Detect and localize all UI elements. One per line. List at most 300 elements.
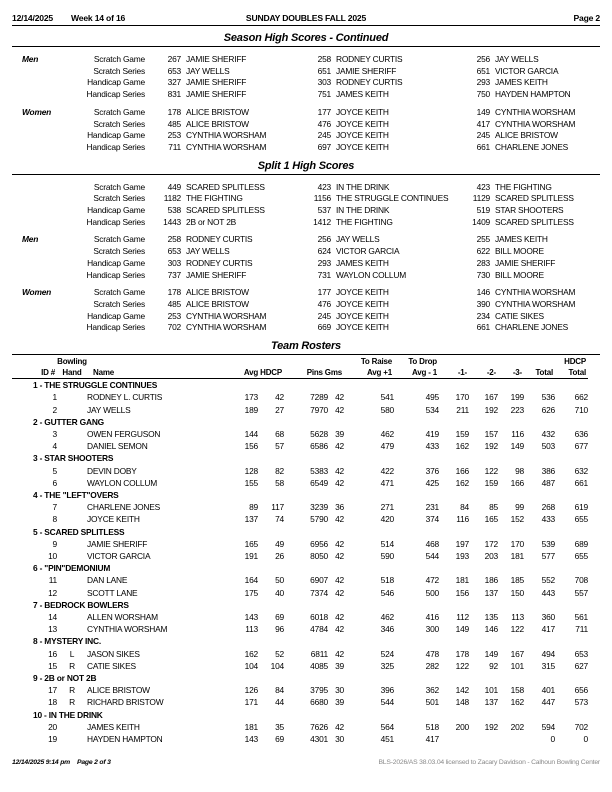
player-game2: 135: [484, 612, 498, 623]
score-value: 390: [476, 298, 490, 309]
player-game3: 202: [510, 721, 524, 732]
high-score-entry: [145, 54, 295, 66]
score-value: 267: [167, 54, 181, 64]
score-value: 711: [168, 141, 181, 152]
bowler-name: JAY WELLS: [336, 234, 380, 245]
high-score-entry: [454, 234, 600, 246]
player-id: 15: [48, 660, 57, 671]
high-score-row: [12, 299, 600, 311]
high-score-entry: [145, 130, 295, 142]
player-pins: 4301: [310, 734, 328, 744]
player-hdcp: 68: [275, 428, 284, 439]
player-id: 5: [52, 465, 57, 476]
bowler-name: 2B or NOT 2B: [186, 216, 237, 227]
high-score-row: [12, 66, 600, 78]
bowler-name: SCARED SPLITLESS: [495, 193, 574, 204]
bowler-name: JOYCE KEITH: [336, 322, 389, 333]
score-entries: [145, 270, 600, 282]
team-block: [12, 562, 588, 599]
bowler-name: JOYCE KEITH: [336, 141, 389, 152]
player-gms: 42: [335, 648, 344, 659]
score-category: Scratch Series: [93, 246, 145, 257]
high-score-entry: [295, 205, 454, 217]
score-value: 149: [476, 106, 490, 117]
team-name: 10 - IN THE DRINK: [33, 709, 103, 720]
page-number: Page 2: [573, 13, 600, 23]
score-value: 327: [167, 77, 181, 88]
team-name-row: [12, 672, 588, 684]
high-scores-group: [12, 234, 600, 281]
player-name: CHARLENE JONES: [87, 502, 161, 513]
team-name-row: [12, 709, 588, 721]
bowler-name: VICTOR GARCIA: [336, 246, 400, 257]
bowler-name: CATIE SIKES: [495, 310, 544, 321]
player-name: VICTOR GARCIA: [87, 550, 151, 561]
player-total: 626: [541, 404, 555, 415]
player-pins: 7374: [310, 587, 328, 598]
score-entries: [145, 182, 600, 194]
col-bowling-top: Bowling: [57, 357, 87, 367]
player-hdcp-total: 689: [574, 538, 588, 549]
score-value: 653: [167, 65, 181, 76]
player-avg: 144: [244, 428, 258, 439]
season-high-scores-title: Season High Scores - Continued: [12, 32, 600, 47]
bowler-name: CYNTHIA WORSHAM: [495, 287, 576, 298]
score-value: 256: [317, 234, 331, 245]
player-game3: 99: [515, 502, 524, 513]
score-value: 449: [167, 181, 181, 192]
player-total: 386: [541, 465, 555, 476]
player-to-drop: 300: [425, 624, 439, 635]
score-entries: [145, 246, 600, 258]
player-id: 11: [48, 575, 57, 586]
bowler-name: JOYCE KEITH: [336, 287, 389, 298]
player-avg: 173: [244, 392, 258, 403]
roster-player-row: [12, 587, 588, 599]
score-category: Handicap Series: [86, 216, 145, 227]
bowler-name: JAMIE SHERIFF: [495, 257, 556, 268]
player-hdcp-total: 708: [574, 575, 588, 586]
high-score-entry: [295, 89, 454, 101]
team-block: [12, 489, 588, 526]
roster-player-row: [12, 574, 588, 586]
score-value: 624: [317, 246, 331, 257]
player-id: 13: [48, 624, 57, 635]
player-gms: 42: [335, 612, 344, 623]
high-score-row: [12, 217, 600, 229]
roster-player-row: [12, 684, 588, 696]
bowler-name: JOYCE KEITH: [336, 118, 389, 129]
score-value: 177: [317, 106, 331, 117]
high-score-entry: [454, 299, 600, 311]
score-value: 537: [317, 205, 331, 216]
bowler-name: JAMES KEITH: [336, 257, 389, 268]
score-value: 653: [167, 246, 181, 257]
bowler-name: JAMIE SHERIFF: [186, 77, 247, 88]
player-gms: 42: [335, 538, 344, 549]
col-to-drop-top: To Drop: [408, 357, 437, 367]
player-hand: [57, 733, 87, 745]
high-score-row: [12, 107, 600, 119]
player-to-drop: 501: [425, 697, 439, 708]
player-to-raise: 462: [380, 612, 394, 623]
player-gms: 42: [335, 477, 344, 488]
bowler-name: CYNTHIA WORSHAM: [186, 322, 267, 333]
player-pins: 6680: [310, 697, 328, 708]
player-name: DEVIN DOBY: [87, 465, 137, 476]
roster-player-row: [12, 611, 588, 623]
high-scores-rows: [12, 234, 600, 281]
high-score-entry: [295, 142, 454, 154]
bowler-name: RODNEY CURTIS: [186, 234, 253, 245]
team-name: 5 - SCARED SPLITLESS: [33, 526, 125, 537]
high-scores-group: [12, 54, 600, 101]
roster-player-row: [12, 391, 588, 403]
player-pins: 7289: [310, 392, 328, 403]
bowler-name: JAY WELLS: [186, 65, 230, 76]
bowler-name: BILL MOORE: [495, 246, 544, 257]
player-avg: 143: [244, 734, 258, 744]
player-hdcp: 50: [275, 575, 284, 586]
bowler-name: THE FIGHTING: [186, 193, 243, 204]
high-score-entry: [295, 107, 454, 119]
player-to-drop: 425: [425, 477, 439, 488]
high-scores-rows: [12, 287, 600, 334]
high-score-entry: [145, 182, 295, 194]
player-id: 7: [52, 502, 57, 513]
player-total: 577: [541, 550, 555, 561]
score-category: Scratch Series: [93, 65, 145, 76]
player-game1: 159: [455, 428, 469, 439]
player-pins: 6907: [310, 575, 328, 586]
player-gms: 39: [335, 660, 344, 671]
col-avg-hdcp: Avg HDCP: [222, 368, 284, 379]
high-score-entry: [454, 119, 600, 131]
player-to-drop: 374: [425, 514, 439, 525]
high-scores-group: [12, 182, 600, 229]
player-to-drop: 419: [425, 428, 439, 439]
player-game3: 181: [510, 550, 524, 561]
player-to-raise: 471: [380, 477, 394, 488]
high-score-entry: [454, 182, 600, 194]
high-scores-group: [12, 107, 600, 154]
bowler-name: HAYDEN HAMPTON: [495, 89, 571, 100]
player-hdcp-total: 655: [574, 514, 588, 525]
score-value: 423: [317, 181, 331, 192]
player-hdcp-total: 561: [574, 612, 588, 623]
bowler-name: JAMES KEITH: [495, 234, 548, 245]
player-hand: [57, 440, 87, 452]
bowler-name: WAYLON COLLUM: [336, 269, 406, 280]
high-score-row: [12, 119, 600, 131]
player-avg: 189: [244, 404, 258, 415]
player-hdcp-total: 619: [574, 502, 588, 513]
score-value: 485: [167, 298, 181, 309]
bowler-name: JAY WELLS: [495, 54, 539, 64]
roster-player-row: [12, 440, 588, 452]
player-id: 16: [48, 648, 57, 659]
score-value: 476: [317, 118, 331, 129]
player-hand: [57, 623, 87, 635]
player-avg: 113: [245, 624, 258, 635]
player-id: 18: [48, 697, 57, 708]
bowler-name: JAMES KEITH: [336, 89, 389, 100]
high-score-entry: [295, 193, 454, 205]
player-hdcp: 42: [275, 392, 284, 403]
score-value: 1129: [472, 193, 490, 204]
bowler-name: BILL MOORE: [495, 269, 544, 280]
player-name: OWEN FERGUSON: [87, 428, 161, 439]
score-value: 697: [317, 141, 331, 152]
player-total: 494: [541, 648, 555, 659]
high-score-entry: [145, 77, 295, 89]
player-game1: 193: [455, 550, 469, 561]
high-score-row: [12, 205, 600, 217]
player-gms: 30: [335, 685, 344, 696]
high-score-entry: [454, 193, 600, 205]
high-score-entry: [145, 270, 295, 282]
team-rosters-title: Team Rosters: [12, 340, 600, 355]
high-score-entry: [145, 217, 295, 229]
bowler-name: RODNEY CURTIS: [186, 257, 253, 268]
player-hand: [57, 550, 87, 562]
bowler-name: JAMIE SHERIFF: [186, 54, 247, 64]
player-game1: 200: [455, 721, 469, 732]
score-entries: [145, 217, 600, 229]
player-hdcp-total: 655: [574, 550, 588, 561]
high-score-row: [12, 322, 600, 334]
player-game1: [439, 733, 469, 745]
player-name: JOYCE KEITH: [87, 514, 140, 525]
page-header: [12, 13, 600, 26]
bowler-name: CYNTHIA WORSHAM: [186, 141, 267, 152]
score-value: 234: [476, 310, 490, 321]
high-score-entry: [295, 311, 454, 323]
player-game3: 170: [510, 538, 524, 549]
score-value: 519: [476, 205, 490, 216]
player-name: CATIE SIKES: [87, 660, 136, 671]
col-avg-minus1: Avg - 1: [394, 368, 439, 379]
player-avg: 164: [244, 575, 258, 586]
col-id: ID #: [12, 368, 57, 379]
player-to-drop: 544: [425, 550, 439, 561]
player-avg: 162: [244, 648, 258, 659]
high-score-entry: [295, 234, 454, 246]
player-game1: 162: [455, 441, 469, 452]
player-total: 268: [541, 502, 555, 513]
player-game2: 137: [484, 697, 498, 708]
player-gms: 42: [335, 404, 344, 415]
gender-label: Women: [22, 106, 52, 117]
player-to-drop: 376: [425, 465, 439, 476]
score-category: Handicap Game: [87, 130, 145, 141]
bowler-name: JAMIE SHERIFF: [336, 65, 397, 76]
high-score-entry: [454, 246, 600, 258]
player-gms: 42: [335, 441, 344, 452]
player-game2: 192: [484, 441, 498, 452]
bowler-name: JOYCE KEITH: [336, 130, 389, 141]
high-score-entry: [145, 66, 295, 78]
roster-player-row: [12, 550, 588, 562]
player-name: WAYLON COLLUM: [87, 477, 157, 488]
player-total: 0: [550, 734, 555, 744]
score-value: 303: [167, 257, 181, 268]
player-hand: [57, 428, 87, 440]
score-category: Handicap Game: [87, 205, 145, 216]
player-name: RICHARD BRISTOW: [87, 697, 164, 708]
score-value: 1443: [163, 216, 181, 227]
player-avg: 89: [249, 502, 258, 513]
bowler-name: IN THE DRINK: [336, 205, 390, 216]
high-score-entry: [145, 89, 295, 101]
player-total: 503: [541, 441, 555, 452]
roster-player-row: [12, 721, 588, 733]
player-hdcp: 26: [275, 550, 284, 561]
player-to-raise: 462: [380, 428, 394, 439]
player-to-drop: 433: [425, 441, 439, 452]
player-pins: 6549: [310, 477, 328, 488]
player-hdcp: 82: [275, 465, 284, 476]
bowler-name: RODNEY CURTIS: [336, 54, 403, 64]
player-pins: 6018: [310, 612, 328, 623]
score-entries: [145, 66, 600, 78]
high-score-entry: [295, 119, 454, 131]
bowler-name: IN THE DRINK: [336, 181, 390, 192]
high-score-entry: [145, 205, 295, 217]
player-to-raise: 514: [380, 538, 394, 549]
player-to-drop: 495: [425, 392, 439, 403]
col-pins-gms: Pins Gms: [284, 368, 344, 379]
player-total: 447: [541, 697, 555, 708]
player-gms: 42: [335, 514, 344, 525]
score-category: Scratch Game: [93, 181, 145, 192]
player-to-drop: 416: [425, 612, 439, 623]
high-score-entry: [295, 54, 454, 66]
player-hand: R: [69, 660, 75, 671]
player-hdcp-total: 627: [574, 660, 588, 671]
player-avg: 126: [244, 685, 258, 696]
score-category: Scratch Game: [93, 106, 145, 117]
footer-page-count: Page 2 of 3: [77, 759, 111, 766]
player-pins: 6811: [310, 648, 328, 659]
team-name-row: [12, 599, 588, 611]
high-score-entry: [454, 89, 600, 101]
player-to-drop: 231: [425, 502, 439, 513]
score-category: Scratch Series: [93, 193, 145, 204]
player-id: 9: [52, 538, 57, 549]
team-block: [12, 672, 588, 709]
player-name: ALLEN WORSHAM: [87, 612, 158, 623]
col-name: Name: [87, 368, 222, 379]
roster-player-row: [12, 501, 588, 513]
col-total: Total: [524, 368, 555, 379]
high-score-entry: [145, 193, 295, 205]
high-score-entry: [145, 322, 295, 334]
player-game2: 101: [484, 685, 498, 696]
high-scores-group: [12, 287, 600, 334]
roster-table-header: [12, 357, 588, 379]
player-pins: 5790: [310, 514, 328, 525]
player-total: 433: [541, 514, 555, 525]
score-value: 255: [476, 234, 490, 245]
player-avg: 143: [244, 612, 258, 623]
score-category: Handicap Game: [87, 310, 145, 321]
player-hand: [57, 611, 87, 623]
player-id: 1: [52, 392, 57, 403]
player-name: RODNEY L. CURTIS: [87, 392, 163, 403]
player-hdcp-total: 711: [575, 624, 588, 635]
score-entries: [145, 322, 600, 334]
high-score-entry: [295, 322, 454, 334]
score-category: Scratch Game: [93, 234, 145, 245]
score-entries: [145, 258, 600, 270]
score-value: 256: [476, 54, 490, 64]
gender-label: Men: [22, 234, 39, 245]
col-game2: -2-: [469, 368, 498, 379]
bowler-name: ALICE BRISTOW: [186, 287, 249, 298]
score-entries: [145, 287, 600, 299]
player-game3: 167: [510, 648, 524, 659]
high-score-entry: [454, 54, 600, 66]
high-score-entry: [454, 205, 600, 217]
high-score-entry: [295, 182, 454, 194]
player-pins: 3239: [310, 502, 328, 513]
bowler-name: ALICE BRISTOW: [186, 298, 249, 309]
team-block: [12, 452, 588, 489]
player-game3: 152: [510, 514, 524, 525]
player-game1: 166: [455, 465, 469, 476]
player-total: 539: [541, 538, 555, 549]
player-to-drop: 472: [425, 575, 439, 586]
player-hdcp: 84: [275, 685, 284, 696]
player-to-drop: 478: [425, 648, 439, 659]
score-value: 253: [167, 310, 181, 321]
score-value: 476: [317, 298, 331, 309]
player-pins: 4784: [310, 624, 328, 635]
player-game2: 146: [484, 624, 498, 635]
bowler-name: JOYCE KEITH: [336, 310, 389, 321]
team-block: [12, 526, 588, 563]
player-hand: [57, 501, 87, 513]
player-game3: 185: [510, 575, 524, 586]
bowler-name: JAMIE SHERIFF: [186, 89, 247, 100]
report-date: 12/14/2025: [12, 13, 54, 23]
bowler-name: THE FIGHTING: [336, 216, 393, 227]
score-value: 417: [476, 118, 490, 129]
player-pins: 6586: [310, 441, 328, 452]
player-gms: 36: [335, 502, 344, 513]
player-name: DAN LANE: [87, 575, 128, 586]
high-score-entry: [295, 258, 454, 270]
roster-player-row: [12, 733, 588, 745]
roster-player-row: [12, 696, 588, 708]
player-pins: 8050: [310, 550, 328, 561]
team-name: 7 - BEDROCK BOWLERS: [33, 599, 129, 610]
player-to-raise: 420: [380, 514, 394, 525]
team-roster-table: [12, 357, 588, 745]
player-to-raise: 590: [380, 550, 394, 561]
player-total: 432: [541, 428, 555, 439]
player-game2: 165: [484, 514, 498, 525]
player-gms: 42: [335, 550, 344, 561]
player-game1: 148: [455, 697, 469, 708]
player-total: 487: [541, 477, 555, 488]
player-game2: 192: [484, 404, 498, 415]
score-value: 293: [476, 77, 490, 88]
player-game2: 122: [484, 465, 498, 476]
score-value: 750: [476, 89, 490, 100]
score-category: Handicap Game: [87, 257, 145, 268]
